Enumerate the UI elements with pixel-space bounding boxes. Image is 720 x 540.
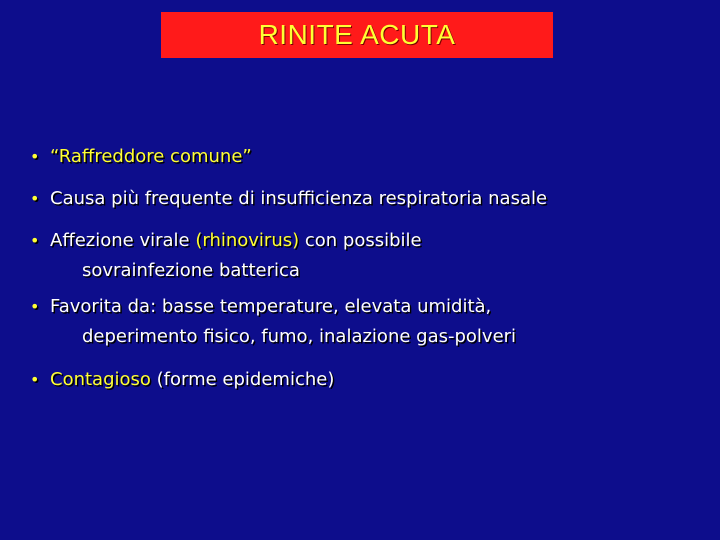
bullet-text: Causa più frequente di insufficienza respiratoria nasale [50,188,548,209]
bullet-item [30,142,252,172]
bullet-icon: • [30,231,40,250]
bullet-icon: • [30,370,40,389]
title-box [161,12,553,58]
bullet-text: (forme epidemiche) [150,369,335,390]
bullet-icon: • [30,189,40,208]
bullet-continuation: deperimento fisico, fumo, inalazione gas-polveri [82,326,517,347]
bullet-text: “Raffreddore comune” [50,146,252,167]
bullet-item [30,292,516,352]
bullet-icon: • [30,297,40,316]
bullet-highlight: Contagioso [50,369,151,390]
bullet-highlight: (rhinovirus) [195,230,300,251]
slide-title: RINITE ACUTA [258,19,456,50]
bullet-text: con possibile [299,230,422,251]
bullet-text: Favorita da: basse temperature, elevata umidità, [50,296,492,317]
bullet-text: Affezione virale [50,230,196,251]
bullet-item [30,226,422,286]
bullet-item [30,365,334,395]
bullet-item [30,184,547,214]
bullet-continuation: sovrainfezione batterica [82,260,300,281]
bullet-icon: • [30,147,40,166]
